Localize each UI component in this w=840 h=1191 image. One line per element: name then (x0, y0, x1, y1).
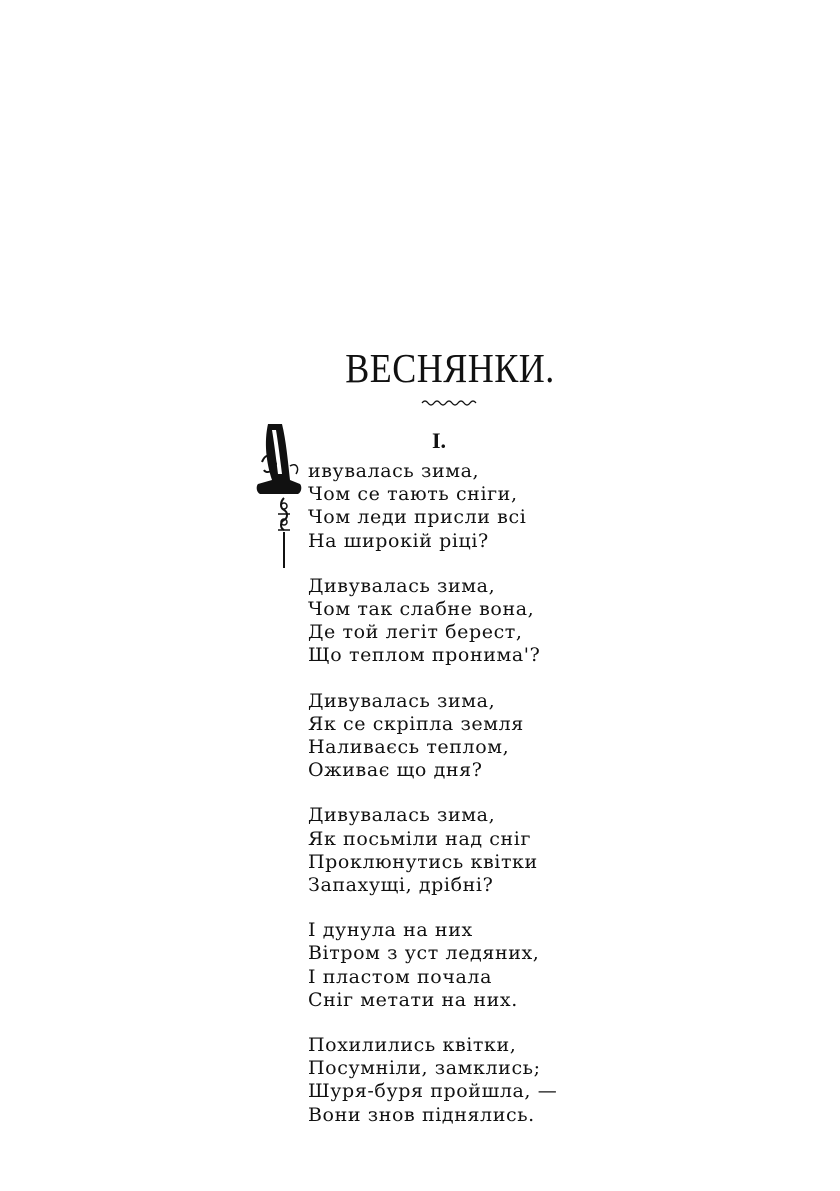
verse-line: Сніг метати на них. (308, 988, 518, 1011)
verse-line: Вони знов піднялись. (308, 1103, 535, 1126)
verse-line: Як посьміли над сніг (308, 827, 532, 850)
verse-line: Дивувалась зима, (308, 804, 496, 827)
verse-line: Шуря-буря пройшла, — (308, 1080, 558, 1103)
verse-line: Запахущі, дрібні? (308, 874, 494, 897)
verse-line: Дивувалась зима, (308, 574, 496, 597)
verse-line: Як се скріпла земля (308, 712, 524, 735)
stanza-6 (308, 1034, 608, 1127)
stanza-2 (308, 575, 608, 668)
stanza-1 (308, 460, 608, 553)
verse-line: Чом леди присли всі (308, 506, 527, 529)
stanza-5 (308, 919, 608, 1012)
section-number: I. (432, 428, 447, 453)
verse-line: Проклюнутись квітки (308, 850, 538, 873)
verse-line: Де той легіт берест, (308, 621, 523, 644)
verse-line: І дунула на них (308, 919, 473, 942)
verse-line: Посумніли, замклись; (308, 1057, 541, 1080)
verse-line: ивувалась зима, (308, 460, 480, 482)
verse-line: Наливаєсь теплом, (308, 736, 510, 759)
page-title: ВЕСНЯНКИ. (345, 345, 555, 392)
poem (308, 460, 608, 1149)
verse-line: І пластом почала (308, 965, 493, 988)
verse-line: На широкій ріці? (308, 529, 489, 552)
verse-line: Вітром з уст ледяних, (308, 942, 540, 965)
verse-line: Похилились квітки, (308, 1034, 517, 1057)
wave-ornament (420, 398, 480, 408)
stanza-4 (308, 804, 608, 897)
verse-line: Дивувалась зима, (308, 689, 496, 712)
verse-line: Чом так слабне вона, (308, 598, 535, 621)
verse-line: Що теплом пронима'? (308, 644, 541, 667)
verse-line: Чом се тають сніги, (308, 483, 518, 506)
stanza-3 (308, 690, 608, 783)
verse-line: Оживає що дня? (308, 759, 483, 782)
decorative-initial-d (254, 422, 314, 572)
